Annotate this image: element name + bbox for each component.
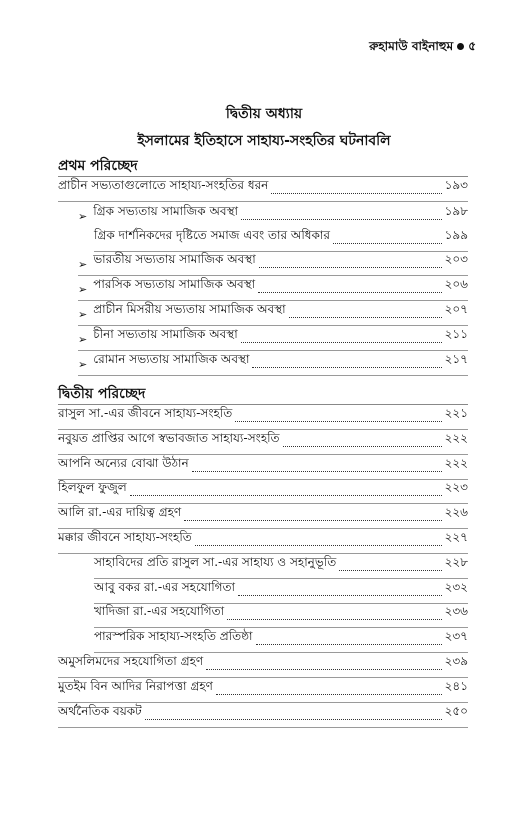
- section-heading: দ্বিতীয় পরিচ্ছেদ: [58, 386, 146, 402]
- toc-entry-title: মক্কার জীবনে সাহায্য-সংহতি: [58, 530, 192, 544]
- toc-entry[interactable]: [94, 228, 468, 252]
- toc-entry[interactable]: [58, 480, 468, 504]
- toc-entry-page: ২৩৯: [444, 654, 468, 668]
- arrow-bullet-icon: ➢: [78, 209, 88, 223]
- toc-entry-page: ২২৩: [444, 480, 468, 495]
- toc-entry[interactable]: [78, 302, 468, 326]
- toc-entry-page: ২০৬: [444, 277, 468, 292]
- toc-entry[interactable]: [58, 654, 468, 678]
- toc-entry-page: ১৯৮: [444, 203, 468, 218]
- toc-entry-page: ২১৭: [444, 351, 468, 366]
- dot-leader: [283, 446, 442, 447]
- dot-leader: [252, 367, 441, 368]
- chapter-label: দ্বিতীয় অধ্যায়: [225, 106, 303, 122]
- toc-entry[interactable]: [78, 327, 468, 351]
- toc-entry-page: ২২২: [444, 455, 468, 470]
- dot-leader: [216, 694, 442, 695]
- dot-leader: [192, 471, 442, 472]
- toc-entry-page: ২২৭: [444, 530, 468, 544]
- toc-entry[interactable]: [78, 277, 468, 301]
- toc-entry-title: আপনি অন্যের বোঝা উঠান: [58, 455, 189, 470]
- toc-entry-title: অমুসলিমদের সহযোগিতা গ্রহণ: [58, 654, 204, 668]
- dot-leader: [256, 644, 442, 645]
- toc-entry-title: আলি রা.-এর দায়িত্ব গ্রহণ: [58, 505, 182, 520]
- dot-leader: [145, 719, 442, 720]
- dot-leader: [235, 421, 441, 422]
- toc-entry-page: ২২২: [444, 430, 468, 445]
- toc-entry-page: ২৪১: [444, 678, 468, 693]
- toc-entry-title: প্রাচীন মিসরীয় সভ্যতায় সামাজিক অবস্থা: [93, 302, 286, 316]
- toc-entry-title: পারস্পরিক সাহায্য-সংহতি প্রতিষ্ঠা: [94, 629, 253, 644]
- toc-entry[interactable]: [94, 580, 468, 604]
- toc-entry[interactable]: [78, 352, 468, 376]
- toc-entry-title: মুতইম বিন আদির নিরাপত্তা গ্রহণ: [58, 678, 213, 693]
- arrow-bullet-icon: ➢: [78, 357, 88, 371]
- toc-entry-page: ২২১: [444, 406, 468, 420]
- toc-entry[interactable]: [58, 406, 468, 430]
- toc-entry[interactable]: [94, 629, 468, 653]
- toc-entry-title: আবু বকর রা.-এর সহযোগিতা: [94, 579, 235, 594]
- toc-entry[interactable]: [58, 456, 468, 480]
- dot-leader: [238, 595, 442, 596]
- arrow-bullet-icon: ➢: [78, 332, 88, 346]
- toc-entry[interactable]: [78, 203, 468, 227]
- dot-leader: [184, 520, 441, 521]
- toc-entry-title: চীনা সভ্যতায় সামাজিক অবস্থা: [93, 326, 238, 341]
- dot-leader: [333, 243, 442, 244]
- dot-leader: [130, 495, 442, 496]
- toc-entry-page: ২৩৬: [444, 604, 468, 619]
- arrow-bullet-icon: ➢: [78, 258, 88, 272]
- toc-entry-page: ১৯৩: [444, 178, 468, 192]
- page-number: ৫: [468, 39, 476, 53]
- chapter-title: ইসলামের ইতিহাসে সাহায্য-সংহতির ঘটনাবলি: [137, 133, 391, 149]
- toc-entry[interactable]: [58, 431, 468, 455]
- toc-entry-page: ২১১: [444, 326, 468, 341]
- toc-entry-page: ২০৭: [444, 302, 468, 316]
- toc-entry-page: ২২৬: [444, 505, 468, 520]
- toc-entry-title: সাহাবিদের প্রতি রাসুল সা.-এর সাহায্য ও সহানুভূতি: [94, 554, 337, 569]
- toc-entry-title: প্রাচীন সভ্যতাগুলোতে সাহায্য-সংহতির ধরন: [58, 178, 269, 192]
- dot-leader: [258, 292, 441, 293]
- dot-leader: [271, 193, 441, 194]
- arrow-bullet-icon: ➢: [78, 283, 88, 297]
- toc-entry-title: গ্রিক সভ্যতায় সামাজিক অবস্থা: [93, 203, 238, 218]
- toc-entry[interactable]: [58, 178, 468, 202]
- dot-leader: [241, 342, 442, 343]
- toc-entry[interactable]: [58, 505, 468, 529]
- dot-leader: [241, 219, 442, 220]
- toc-entry-page: ২৩৭: [444, 629, 468, 644]
- toc-entry-page: ২০৩: [444, 252, 468, 267]
- toc-entry-page: ২৫০: [444, 703, 468, 718]
- dot-leader: [227, 619, 441, 620]
- dot-leader: [259, 267, 442, 268]
- toc-entry[interactable]: [58, 679, 468, 703]
- running-head-title: রুহামাউ বাইনাহুম: [369, 39, 454, 53]
- toc-entry-title: পারসিক সভ্যতায় সামাজিক অবস্থা: [93, 277, 256, 292]
- toc-entry-title: রাসুল সা.-এর জীবনে সাহায্য-সংহতি: [58, 406, 233, 420]
- running-head: [369, 38, 476, 58]
- toc-entry-title: খাদিজা রা.-এর সহযোগিতা: [94, 604, 225, 619]
- bullet-dot-icon: [457, 43, 464, 50]
- toc-entry-page: ১৯৯: [444, 227, 468, 242]
- arrow-bullet-icon: ➢: [78, 308, 88, 321]
- dot-leader: [339, 570, 441, 571]
- dot-leader: [195, 545, 442, 546]
- toc-entry-page: ২৩২: [444, 579, 468, 594]
- toc-entry[interactable]: [94, 604, 468, 628]
- toc-entry[interactable]: [58, 704, 468, 728]
- toc-entry-title: ভারতীয় সভ্যতায় সামাজিক অবস্থা: [93, 252, 256, 267]
- toc-entry-title: গ্রিক দার্শনিকদের দৃষ্টিতে সমাজ এবং তার অধিকার: [94, 227, 330, 242]
- toc-entry-title: রোমান সভ্যতায় সামাজিক অবস্থা: [93, 351, 250, 366]
- dot-leader: [206, 669, 441, 670]
- toc-entry-title: অর্থনৈতিক বয়কট: [58, 703, 142, 718]
- toc-entry[interactable]: [94, 555, 468, 579]
- dot-leader: [289, 317, 442, 318]
- toc-entry-page: ২২৮: [444, 554, 468, 569]
- toc-entry[interactable]: [78, 252, 468, 276]
- toc-entry-title: নবুয়ত প্রাপ্তির আগে স্বভাবজাত সাহায্য-সংহতি: [58, 430, 280, 445]
- toc-entry[interactable]: [58, 530, 468, 554]
- toc-entry-title: হিলফুল ফুজুল: [58, 480, 127, 495]
- section-heading: প্রথম পরিচ্ছেদ: [58, 158, 138, 174]
